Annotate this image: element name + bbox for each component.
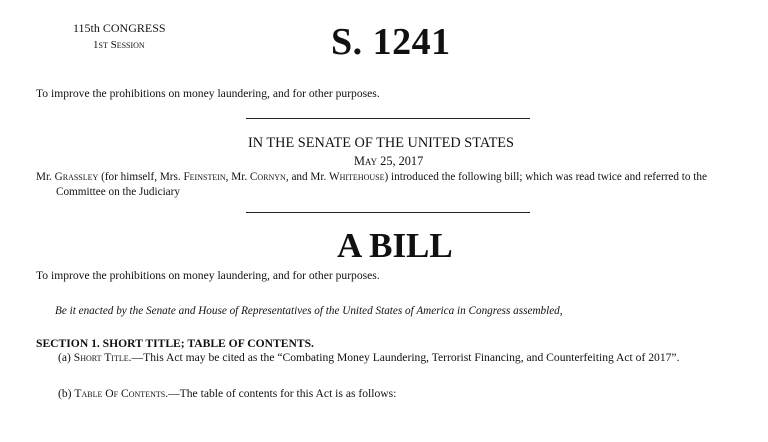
subsection-label: Short Title [73,351,129,364]
session-label: 1st Session [93,39,145,51]
committee-referral: Committee on the Judiciary [56,186,180,198]
divider-top [246,118,530,119]
bill-number: S. 1241 [331,21,451,63]
congress-label: 115th CONGRESS [73,21,166,35]
divider-bottom [246,212,530,213]
subsection-label: Table Of Contents [74,387,166,400]
subsection-table-of-contents: (b) Table Of Contents.—The table of contents for this Act is as follows: [58,387,397,400]
cosponsor-name: Whitehouse [329,171,385,183]
introduction-line: Mr. Grassley (for himself, Mrs. Feinstein, Mr. Cornyn, and Mr. Whitehouse) introduced the following bill; which was read twice and referred to the [36,171,707,183]
subsection-short-title: (a) Short Title.—This Act may be cited as the “Combating Money Laundering, Terrorist Financing, and Counterfeiting Act of 2017”. [58,351,680,364]
cosponsor-name: Feinstein [183,171,226,183]
sponsor-name: Grassley [54,171,99,183]
section-heading: SECTION 1. SHORT TITLE; TABLE OF CONTENTS. [36,337,314,350]
purpose-statement: To improve the prohibitions on money laundering, and for other purposes. [36,87,380,100]
cosponsor-name: Cornyn [249,171,286,183]
enacting-clause: Be it enacted by the Senate and House of Representatives of the United States of America in Congress assembled, [55,305,563,317]
bill-purpose: To improve the prohibitions on money laundering, and for other purposes. [36,269,380,282]
bill-title: A BILL [337,226,453,265]
introduction-date: May 25, 2017 [354,154,424,168]
senate-heading: IN THE SENATE OF THE UNITED STATES [248,135,514,151]
